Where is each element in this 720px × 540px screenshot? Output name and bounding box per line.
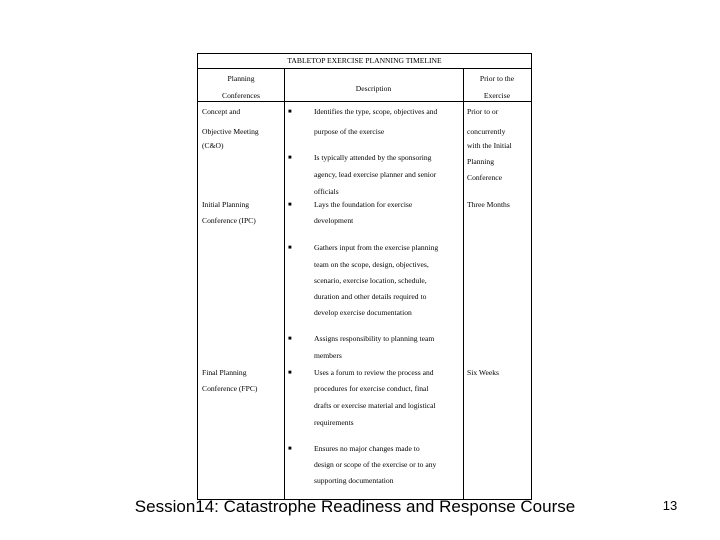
description-line: Identifies the type, scope, objectives and — [314, 107, 438, 116]
bullet-icon: ■ — [288, 245, 292, 251]
header-conferences-line1: Planning — [227, 74, 255, 83]
description-line: Is typically attended by the sponsoring — [314, 153, 432, 162]
header-prior-line2: Exercise — [483, 91, 511, 100]
prior-line: Prior to or — [467, 107, 499, 116]
description-line: Uses a forum to review the process and — [314, 368, 434, 377]
prior-line: Six Weeks — [467, 368, 499, 377]
prior-line: concurrently — [467, 127, 506, 136]
conference-name-line: Objective Meeting — [202, 127, 259, 136]
header-conferences-line2: Conferences — [222, 91, 260, 100]
description-line: Assigns responsibility to planning team — [314, 334, 435, 343]
description-line: develop exercise documentation — [314, 308, 412, 317]
conference-name-line: Conference (IPC) — [202, 216, 256, 225]
description-line: scenario, exercise location, schedule, — [314, 276, 427, 285]
bullet-icon: ■ — [288, 155, 292, 161]
description-line: procedures for exercise conduct, final — [314, 384, 429, 393]
conference-name-line: Concept and — [202, 107, 241, 116]
description-line: agency, lead exercise planner and senior — [314, 170, 437, 179]
bullet-icon: ■ — [288, 202, 292, 208]
bullet-icon: ■ — [288, 336, 292, 342]
description-line: Ensures no major changes made to — [314, 444, 420, 453]
column-divider-1 — [284, 68, 285, 500]
description-line: officials — [314, 187, 339, 196]
description-line: development — [314, 216, 354, 225]
header-prior-line1: Prior to the — [479, 74, 515, 83]
bullet-icon: ■ — [288, 370, 292, 376]
planning-timeline-table — [197, 53, 532, 500]
prior-line: with the Initial — [467, 141, 512, 150]
description-line: members — [314, 351, 342, 360]
description-line: Gathers input from the exercise planning — [314, 243, 439, 252]
conference-name-line: (C&O) — [202, 141, 224, 150]
title-divider — [198, 68, 531, 69]
description-line: Lays the foundation for exercise — [314, 200, 413, 209]
description-line: drafts or exercise material and logistical — [314, 401, 436, 410]
bullet-icon: ■ — [288, 446, 292, 452]
description-line: supporting documentation — [314, 476, 394, 485]
prior-line: Conference — [467, 173, 502, 182]
description-line: duration and other details required to — [314, 292, 427, 301]
bullet-icon: ■ — [288, 109, 292, 115]
description-line: purpose of the exercise — [314, 127, 385, 136]
conference-name-line: Initial Planning — [202, 200, 250, 209]
page-number: 13 — [662, 498, 678, 513]
conference-name-line: Conference (FPC) — [202, 384, 258, 393]
conference-name-line: Final Planning — [202, 368, 247, 377]
table-title: TABLETOP EXERCISE PLANNING TIMELINE — [287, 56, 442, 65]
description-line: team on the scope, design, objectives, — [314, 260, 429, 269]
column-divider-2 — [463, 68, 464, 500]
description-line: design or scope of the exercise or to any — [314, 460, 437, 469]
slide-caption: Session14: Catastrophe Readiness and Response Course — [134, 497, 576, 516]
header-description: Description — [355, 84, 392, 93]
prior-line: Three Months — [467, 200, 510, 209]
prior-line: Planning — [467, 157, 495, 166]
description-line: requirements — [314, 418, 354, 427]
